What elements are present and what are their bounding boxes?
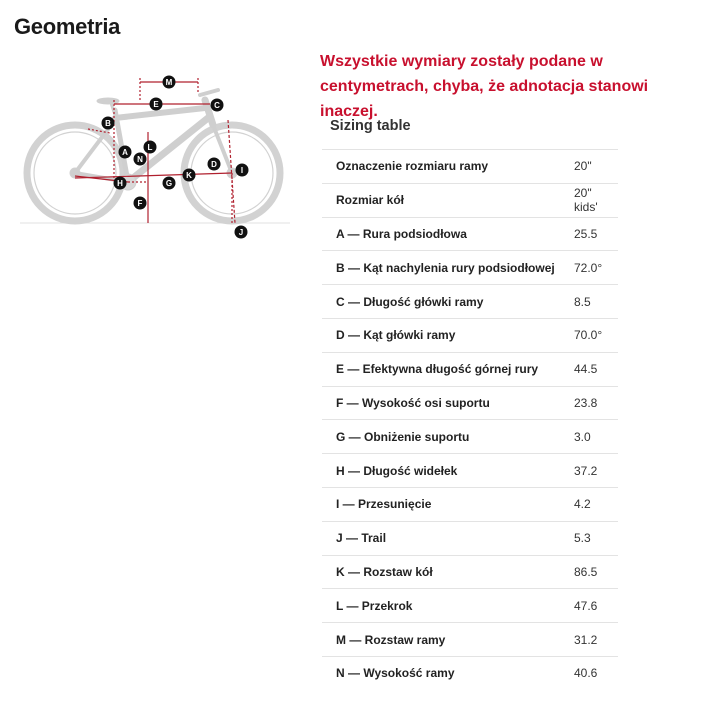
row-value: 44.5	[574, 362, 598, 377]
table-row	[322, 622, 618, 656]
row-label: B — Kąt nachylenia rury podsiodłowej	[336, 260, 555, 275]
row-label: N — Wysokość ramy	[336, 666, 455, 681]
svg-text:B: B	[105, 119, 111, 128]
row-label: J — Trail	[336, 531, 387, 546]
diagram-label-j	[235, 226, 248, 239]
svg-text:E: E	[153, 100, 159, 109]
bike-geometry-diagram	[20, 70, 290, 245]
row-value: 86.5	[574, 564, 598, 579]
svg-text:G: G	[165, 179, 173, 188]
diagram-label-a	[119, 146, 132, 159]
row-value: 20"	[574, 159, 592, 174]
row-label: H — Długość widełek	[336, 463, 458, 478]
row-value: 25.5	[574, 226, 598, 241]
svg-text:I: I	[240, 166, 244, 175]
diagram-label-k	[183, 169, 196, 182]
diagram-label-g	[163, 177, 176, 190]
svg-text:F: F	[137, 199, 143, 208]
row-label: F — Wysokość osi suportu	[336, 395, 490, 410]
table-row	[322, 352, 618, 386]
svg-text:D: D	[211, 160, 217, 169]
table-row	[322, 250, 618, 284]
table-row	[322, 656, 618, 690]
row-value: 5.3	[574, 531, 591, 546]
row-value: 47.6	[574, 598, 598, 613]
table-row	[322, 588, 618, 622]
diagram-label-c	[211, 99, 224, 112]
diagram-label-d	[208, 158, 221, 171]
sizing-table-title: Sizing table	[330, 118, 411, 134]
table-row	[322, 318, 618, 352]
row-label: D — Kąt główki ramy	[336, 328, 456, 343]
table-row	[322, 487, 618, 521]
row-label: M — Rozstaw ramy	[336, 632, 446, 647]
diagram-label-l	[144, 141, 157, 154]
svg-text:C: C	[214, 101, 220, 110]
table-row	[322, 453, 618, 487]
table-row	[322, 217, 618, 251]
svg-text:K: K	[186, 171, 192, 180]
row-label: C — Długość główki ramy	[336, 294, 484, 309]
svg-text:L: L	[147, 143, 153, 152]
row-value: 31.2	[574, 632, 598, 647]
row-value: 72.0°	[574, 260, 603, 275]
row-label: I — Przesunięcie	[336, 497, 432, 512]
units-note: Wszystkie wymiary zostały podane w centymetrach, chyba, że adnotacja stanowi inaczej.	[320, 53, 649, 120]
diagram-label-h	[114, 177, 127, 190]
table-row	[322, 419, 618, 453]
page-title: Geometria	[14, 14, 121, 39]
svg-text:M: M	[165, 78, 173, 87]
table-row	[322, 284, 618, 318]
row-value: 70.0°	[574, 328, 603, 343]
table-row	[322, 521, 618, 555]
table-row	[322, 386, 618, 420]
row-label: Oznaczenie rozmiaru ramy	[336, 159, 489, 174]
row-label: L — Przekrok	[336, 598, 413, 613]
row-value: 4.2	[574, 497, 591, 512]
row-label: Rozmiar kół	[336, 193, 405, 208]
table-row	[322, 183, 618, 217]
diagram-label-f	[134, 197, 147, 210]
row-value: 37.2	[574, 463, 598, 478]
row-label: E — Efektywna długość górnej rury	[336, 362, 539, 377]
row-value: 20" kids'	[574, 186, 598, 215]
row-label: K — Rozstaw kół	[336, 564, 433, 579]
table-row	[322, 555, 618, 589]
diagram-label-b	[102, 117, 115, 130]
row-value: 8.5	[574, 294, 591, 309]
row-value: 40.6	[574, 666, 598, 681]
diagram-label-n	[134, 153, 147, 166]
sizing-table	[322, 149, 618, 690]
row-value: 23.8	[574, 395, 598, 410]
table-row	[322, 149, 618, 183]
row-value: 3.0	[574, 429, 591, 444]
diagram-label-e	[150, 98, 163, 111]
svg-text:H: H	[117, 179, 123, 188]
diagram-label-m	[163, 76, 176, 89]
svg-text:J: J	[238, 228, 244, 237]
row-label: A — Rura podsiodłowa	[336, 226, 467, 241]
svg-text:N: N	[137, 155, 143, 164]
svg-text:A: A	[122, 148, 128, 157]
row-label: G — Obniżenie suportu	[336, 429, 470, 444]
diagram-label-i	[236, 164, 249, 177]
